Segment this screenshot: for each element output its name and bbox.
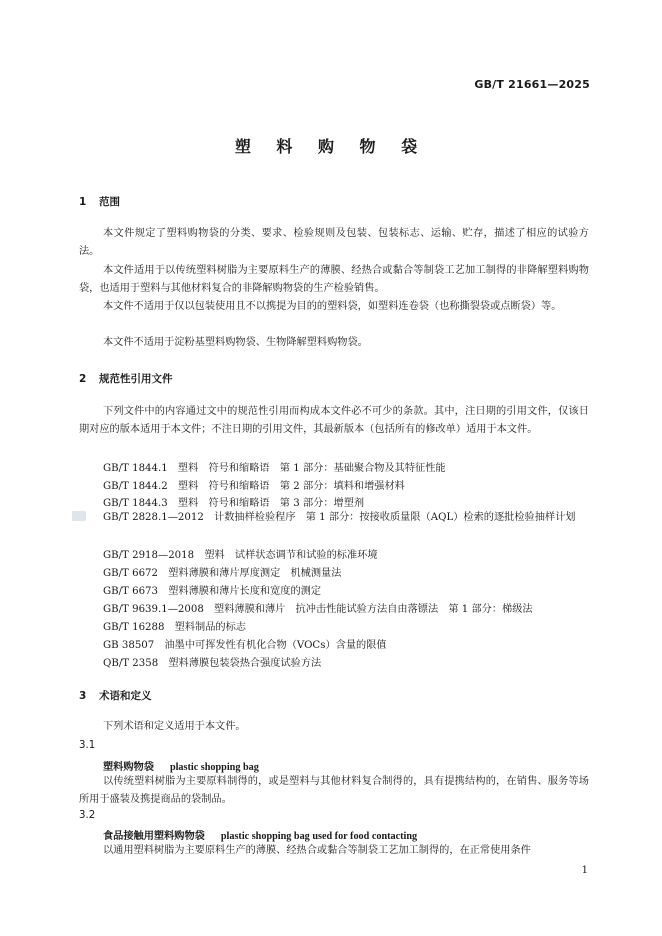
term-en: plastic shopping bag [169, 762, 259, 773]
reference-item: GB/T 16288 塑料制品的标志 [103, 622, 246, 633]
term-zh: 食品接触用塑料购物袋 [103, 830, 205, 842]
section-number: 2 [79, 373, 87, 385]
section-number: 1 [79, 196, 87, 208]
section-3-heading [79, 688, 152, 703]
reference-item: GB/T 6672 塑料薄膜和薄片厚度测定 机械测量法 [103, 568, 342, 579]
page-number: 1 [581, 865, 588, 876]
paragraph: 下列术语和定义适用于本文件。 [103, 721, 246, 732]
section-number: 3 [79, 690, 87, 702]
paragraph: 本文件不适用于淀粉基塑料购物袋、生物降解塑料购物袋。 [103, 337, 368, 348]
section-title: 术语和定义 [99, 690, 152, 702]
paragraph: 本文件规定了塑料购物袋的分类、要求、检验规则及包装、包装标志、运输、贮存，描述了相应的试验方法。 [79, 228, 589, 257]
reference-item: GB 38507 油墨中可挥发性有机化合物（VOCs）含量的限值 [103, 640, 387, 651]
term-zh: 塑料购物袋 [103, 761, 154, 773]
reference-item: GB/T 1844.3 塑料 符号和缩略语 第 3 部分：增塑剂 [103, 498, 365, 509]
term-definition: 以传统塑料树脂为主要原料制得的，或是塑料与其他材料复合制得的，具有提携结构的，在销售、服务等场所用于盛装及携提商品的袋制品。 [79, 776, 589, 805]
standard-code: GB/T 21661—2025 [474, 78, 590, 91]
section-2-heading [79, 371, 173, 386]
term-heading [103, 827, 417, 842]
reference-item: GB/T 1844.2 塑料 符号和缩略语 第 2 部分：填料和增强材料 [103, 481, 405, 492]
clause-number: 3.1 [79, 740, 96, 751]
section-title: 范围 [99, 196, 120, 208]
reference-item: GB/T 2828.1—2012 计数抽样检验程序 第 1 部分：按接收质量限（AQL）检索的逐批检验抽样计划 [103, 512, 576, 523]
paragraph: 本文件不适用于仅以包装使用且不以携提为目的的塑料袋，如塑料连卷袋（也称撕裂袋或点断袋）等。 [103, 301, 562, 312]
reference-item: GB/T 9639.1—2008 塑料薄膜和薄片 抗冲击性能试验方法自由落镖法 第 1 部分：梯级法 [103, 604, 533, 615]
reference-item: GB/T 1844.1 塑料 符号和缩略语 第 1 部分：基础聚合物及其特征性能 [103, 463, 446, 474]
section-title: 规范性引用文件 [99, 373, 173, 385]
paragraph: 本文件适用于以传统塑料树脂为主要原料生产的薄膜、经热合或黏合等制袋工艺加工制得的非降解塑料购物袋，也适用于塑料与其他材料复合的非降解购物袋的生产检验销售。 [79, 265, 589, 294]
term-en: plastic shopping bag used for food contacting [220, 831, 418, 842]
term-heading [103, 758, 259, 773]
reference-item: QB/T 2358 塑料薄膜包装袋热合强度试验方法 [103, 658, 322, 669]
clause-number: 3.2 [79, 810, 96, 821]
section-1-heading [79, 194, 120, 209]
reference-item: GB/T 2918—2018 塑料 试样状态调节和试验的标准环境 [103, 550, 378, 561]
term-definition: 以通用塑料树脂为主要原料生产的薄膜、经热合或黏合等制袋工艺加工制得的，在正常使用条件 [103, 845, 531, 856]
paragraph: 下列文件中的内容通过文中的规范性引用而构成本文件必不可少的条款。其中，注日期的引用文件，仅该日期对应的版本适用于本文件；不注日期的引用文件，其最新版本（包括所有的修改单）适用于本文件。 [79, 406, 589, 435]
document-title: 塑 料 购 物 袋 [234, 137, 428, 156]
reference-item: GB/T 6673 塑料薄膜和薄片长度和宽度的测定 [103, 586, 322, 597]
